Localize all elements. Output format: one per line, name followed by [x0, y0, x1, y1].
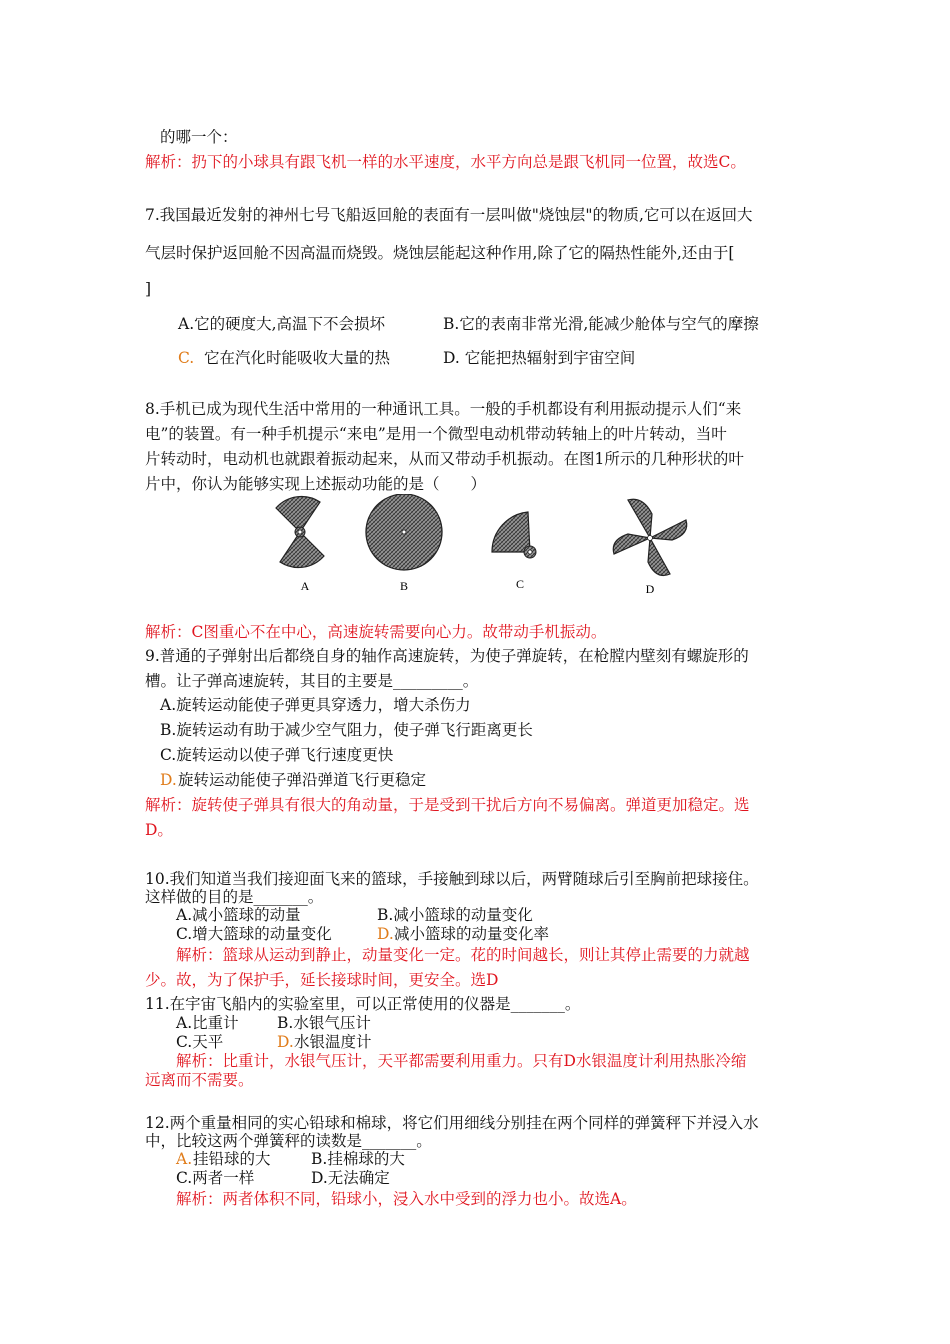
option-a: A.减小篮球的动量 — [176, 906, 301, 924]
question-8-line: 电”的装置。有一种手机提示“来电”是用一个微型电动机带动转轴上的叶片转动，当叶 — [145, 425, 727, 443]
option-a: A.比重计 — [176, 1014, 239, 1032]
question-7-line: ] — [145, 280, 152, 298]
option-c: C.增大篮球的动量变化 — [176, 925, 332, 943]
option-d-letter: D. — [277, 1033, 294, 1051]
option-a: 挂铅球的大 — [193, 1150, 271, 1168]
question-8-line: 片中，你认为能够实现上述振动功能的是（ ） — [145, 475, 487, 493]
blade-c-shape — [492, 512, 536, 558]
option-b: B.水银气压计 — [277, 1014, 371, 1032]
question-11-line: 11.在宇宙飞船内的实验室里，可以正常使用的仪器是_______。 — [145, 995, 581, 1013]
option-b: B.挂棉球的大 — [311, 1150, 405, 1168]
question-7-line: 气层时保护返回舱不因高温而烧毁。烧蚀层能起这种作用,除了它的隔热性能外,还由于[ — [145, 244, 735, 262]
question-7-line: 7.我国最近发射的神州七号飞船返回舱的表面有一层叫做"烧蚀层"的物质,它可以在返回大 — [145, 206, 753, 224]
question-12-line: 12.两个重量相同的实心铅球和棉球，将它们用细线分别挂在两个同样的弹簧秤下并浸入水 — [145, 1114, 759, 1132]
fan-blade-figure — [258, 494, 698, 604]
blade-a-shape — [276, 497, 324, 568]
option-a: A.它的硬度大,高温下不会损坏 — [178, 315, 386, 333]
question-10-line: 10.我们知道当我们接迎面飞来的篮球，手接触到球以后，两臂随球后引至胸前把球接住。 — [145, 870, 759, 888]
question-12-line: 中，比较这两个弹簧秤的读数是_______。 — [145, 1132, 432, 1150]
question-10-line: 这样做的目的是_______。 — [145, 888, 324, 906]
answer-analysis: 解析：旋转使子弹具有很大的角动量，于是受到干扰后方向不易偏离。弹道更加稳定。选 — [145, 796, 750, 814]
option-c: C.天平 — [176, 1033, 224, 1051]
question-9-line: 9.普通的子弹射出后都绕自身的轴作高速旋转，为使子弹旋转，在枪膛内壁刻有螺旋形的 — [145, 647, 749, 665]
option-c: 它在汽化时能吸收大量的热 — [204, 349, 391, 367]
option-b: B.它的表南非常光滑,能减少舱体与空气的摩擦 — [443, 315, 759, 333]
figure-label-d: D — [645, 582, 655, 596]
option-d: D. 它能把热辐射到宇宙空间 — [443, 349, 636, 367]
option-d: 水银温度计 — [294, 1033, 372, 1051]
option-d: 旋转运动能使子弹沿弹道飞行更稳定 — [178, 771, 427, 789]
answer-analysis: D。 — [145, 821, 173, 839]
answer-analysis: 解析：C图重心不在中心，高速旋转需要向心力。故带动手机振动。 — [145, 623, 607, 641]
answer-analysis: 解析：两者体积不同，铅球小，浸入水中受到的浮力也小。故选A。 — [176, 1190, 637, 1208]
question-9-line: 槽。让子弹高速旋转，其目的主要是_________。 — [145, 672, 479, 690]
question-8-line: 片转动时，电动机也就跟着振动起来，从而又带动手机振动。在图1所示的几种形状的叶 — [145, 450, 744, 468]
figure-label-a: A — [300, 579, 310, 593]
figure-label-b: B — [399, 579, 409, 593]
option-c: C.两者一样 — [176, 1169, 255, 1187]
question-continuation: 的哪一个： — [160, 128, 238, 146]
option-b: B.旋转运动有助于减少空气阻力，使子弹飞行距离更长 — [160, 721, 533, 739]
option-a-letter: A. — [176, 1150, 193, 1168]
option-d: 减小篮球的动量变化率 — [394, 925, 550, 943]
option-d-letter: D. — [160, 771, 177, 789]
answer-analysis: 少。故，为了保护手，延长接球时间，更安全。选D — [145, 971, 499, 989]
question-8-line: 8.手机已成为现代生活中常用的一种通讯工具。一般的手机都设有利用振动提示人们“来 — [145, 400, 742, 418]
option-b: B.减小篮球的动量变化 — [377, 906, 533, 924]
figure-label-c: C — [515, 577, 525, 591]
option-d-letter: D. — [377, 925, 394, 943]
option-a: A.旋转运动能使子弹更具穿透力，增大杀伤力 — [160, 696, 471, 714]
option-d: D.无法确定 — [311, 1169, 390, 1187]
option-c-letter: C. — [178, 349, 195, 367]
blade-d-shape — [613, 499, 686, 575]
answer-analysis: 解析：比重计，水银气压计，天平都需要利用重力。只有D水银温度计利用热胀冷缩 — [176, 1052, 747, 1070]
blade-b-shape — [366, 494, 442, 570]
answer-analysis: 远离而不需要。 — [145, 1071, 254, 1089]
answer-analysis: 解析：篮球从运动到静止，动量变化一定。花的时间越长，则让其停止需要的力就越 — [176, 946, 750, 964]
answer-analysis: 解析：扔下的小球具有跟飞机一样的水平速度，水平方向总是跟飞机同一位置，故选C。 — [145, 153, 746, 171]
option-c: C.旋转运动以使子弹飞行速度更快 — [160, 746, 394, 764]
